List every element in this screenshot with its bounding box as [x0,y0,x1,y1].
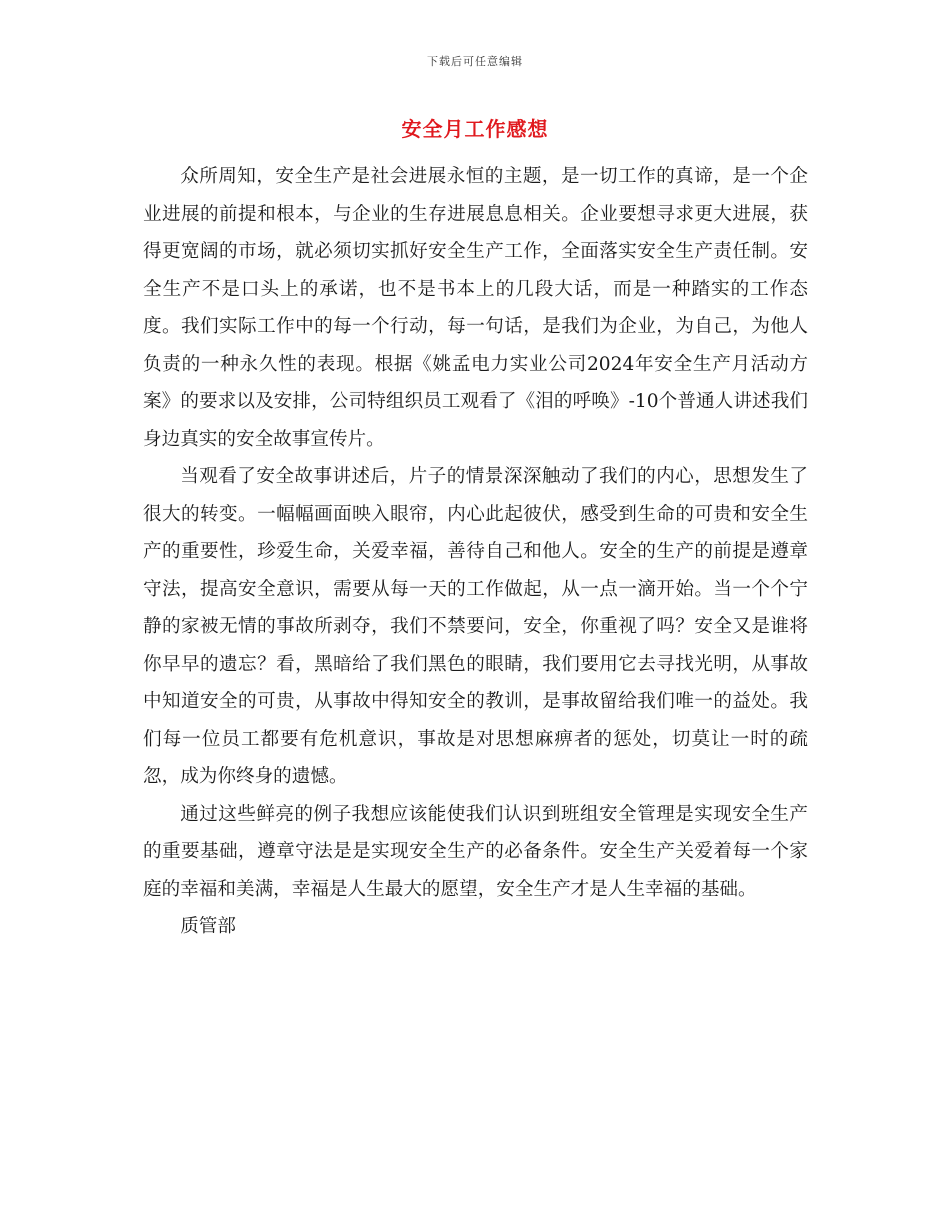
signature-department: 质管部 [180,916,236,937]
header-note: 下载后可任意编辑 [427,55,523,68]
document-title: 安全月工作感想 [401,117,549,141]
document-body [143,158,808,946]
paragraph-conclusion: 通过这些鲜亮的例子我想应该能使我们认识到班组安全管理是实现安全生产的重要基础，遵章守法是是实现安全生产的必备条件。安全生产关爱着每一个家庭的幸福和美满，幸福是人生最大的愿望，安全生产才是人生幸福的基础。 [143,803,808,900]
paragraph-intro: 众所周知，安全生产是社会进展永恒的主题，是一切工作的真谛，是一个企业进展的前提和根本，与企业的生存进展息息相关。企业要想寻求更大进展，获得更宽阔的市场，就必须切实抓好安全生产工作，全面落实安全生产责任制。安全生产不是口头上的承诺，也不是书本上的几段大话，而是一种踏实的工作态度。我们实际工作中的每一个行动，每一句话，是我们为企业，为自己，为他人负责的一种永久性的表现。根据《姚孟电力实业公司2024年安全生产月活动方案》的要求以及安排，公司特组织员工观看了《泪的呼唤》-10个普通人讲述我们身边真实的安全故事宣传片。 [143,166,808,450]
paragraph-reflection: 当观看了安全故事讲述后，片子的情景深深触动了我们的内心，思想发生了很大的转变。一幅幅画面映入眼帘，内心此起彼伏，感受到生命的可贵和安全生产的重要性，珍爱生命，关爱幸福，善待自己和他人。安全的生产的前提是遵章守法，提高安全意识，需要从每一天的工作做起，从一点一滴开始。当一个个宁静的家被无情的事故所剥夺，我们不禁要问，安全，你重视了吗？安全又是谁将你早早的遗忘？看，黑暗给了我们黑色的眼睛，我们要用它去寻找光明，从事故中知道安全的可贵，从事故中得知安全的教训，是事故留给我们唯一的益处。我们每一位员工都要有危机意识，事故是对思想麻痹者的惩处，切莫让一时的疏忽，成为你终身的遗憾。 [143,466,808,787]
